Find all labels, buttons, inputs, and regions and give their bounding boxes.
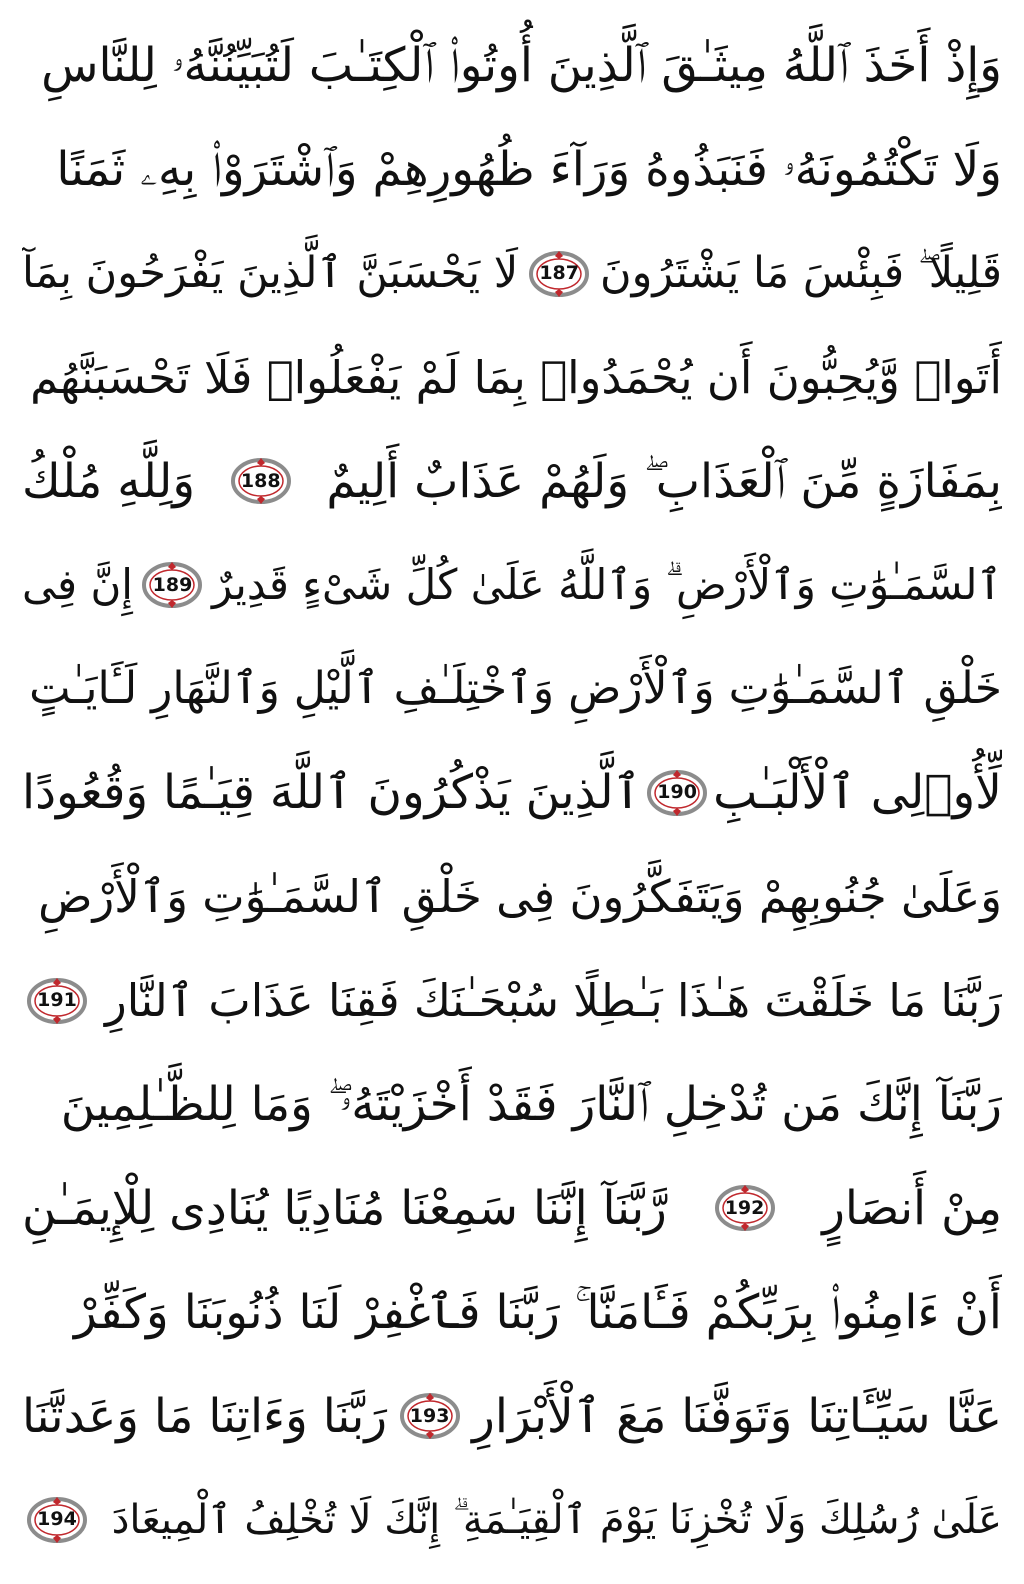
ayah-marker-191 xyxy=(26,976,88,1026)
ayah-marker-187 xyxy=(528,249,590,299)
ayah-number: 189 xyxy=(152,573,193,596)
ayah-number: 194 xyxy=(37,1508,77,1531)
text-line-7 xyxy=(22,637,1002,741)
line-8-text-b: ٱلَّذِينَ يَذْكُرُونَ ٱللَّهَ قِيَـٰمًا وَقُعُودًا xyxy=(22,765,642,821)
line-12-text-b: رَّبَّنَآ إِنَّنَا سَمِعْنَا مُنَادِيًا يُنَادِى لِلْإِيمَـٰنِ xyxy=(22,1180,667,1236)
line-8-text-a: لِّأُو۟لِى ٱلْأَلْبَـٰبِ xyxy=(713,765,1002,821)
line-5-text-b: وَلِلَّهِ مُلْكُ xyxy=(22,453,196,509)
line-6-text-b: إِنَّ فِى xyxy=(22,560,133,610)
text-line-5 xyxy=(22,429,1002,533)
line-2-text: وَلَا تَكْتُمُونَهُۥ فَنَبَذُوهُ وَرَآءَ ظُهُورِهِمْ وَٱشْتَرَوْا۟ بِهِۦ ثَمَنًا xyxy=(56,142,1002,198)
line-7-text: خَلْقِ ٱلسَّمَـٰوَٰتِ وَٱلْأَرْضِ وَٱخْتِلَـٰفِ ٱلَّيْلِ وَٱلنَّهَارِ لَـَٔايَـٰتٍ xyxy=(29,663,1002,715)
ayah-marker-192 xyxy=(714,1183,776,1233)
text-line-15 xyxy=(22,1468,1002,1572)
ayah-marker-190 xyxy=(646,768,708,818)
ayah-marker-194 xyxy=(26,1495,88,1545)
ayah-marker-188 xyxy=(230,456,292,506)
line-14-text-b: رَبَّنَا وَءَاتِنَا مَا وَعَدتَّنَا xyxy=(22,1388,388,1444)
line-3-text-b: لَا يَحْسَبَنَّ ٱلَّذِينَ يَفْرَحُونَ بِمَآ xyxy=(22,248,519,299)
verse-lines xyxy=(22,14,1002,1572)
line-9-text: وَعَلَىٰ جُنُوبِهِمْ وَيَتَفَكَّرُونَ فِى خَلْقِ ٱلسَّمَـٰوَٰتِ وَٱلْأَرْضِ xyxy=(38,870,1002,924)
line-6-text-a: ٱلسَّمَـٰوَٰتِ وَٱلْأَرْضِ ۗ وَٱللَّهُ عَلَىٰ كُلِّ شَىْءٍ قَدِيرٌ xyxy=(211,560,1002,610)
line-3-text-a: قَلِيلًا ۖ فَبِئْسَ مَا يَشْتَرُونَ xyxy=(599,248,1002,299)
ayah-number: 192 xyxy=(724,1196,765,1219)
line-10-text: رَبَّنَا مَا خَلَقْتَ هَـٰذَا بَـٰطِلًا سُبْحَـٰنَكَ فَقِنَا عَذَابَ ٱلنَّارِ xyxy=(105,974,1002,1028)
line-12-text-a: مِنْ أَنصَارٍ xyxy=(822,1180,1002,1236)
text-line-4 xyxy=(22,326,1002,430)
text-line-10 xyxy=(22,949,1002,1053)
line-15-text: عَلَىٰ رُسُلِكَ وَلَا تُخْزِنَا يَوْمَ ٱلْقِيَـٰمَةِ ۗ إِنَّكَ لَا تُخْلِفُ ٱلْمِيعَادَ xyxy=(111,1496,1002,1543)
ayah-number: 190 xyxy=(657,781,697,804)
text-line-14 xyxy=(22,1364,1002,1468)
ayah-number: 188 xyxy=(240,469,281,492)
line-14-text-a: عَنَّا سَيِّـَٔاتِنَا وَتَوَفَّنَا مَعَ ٱلْأَبْرَارِ xyxy=(472,1388,1002,1444)
line-1-text: وَإِذْ أَخَذَ ٱللَّهُ مِيثَـٰقَ ٱلَّذِينَ أُوتُوا۟ ٱلْكِتَـٰبَ لَتُبَيِّنُنَّهُۥ لِلنَّاسِ xyxy=(41,38,1002,94)
line-11-text: رَبَّنَآ إِنَّكَ مَن تُدْخِلِ ٱلنَّارَ فَقَدْ أَخْزَيْتَهُۥ ۖ وَمَا لِلظَّـٰلِمِينَ xyxy=(60,1077,1002,1133)
text-line-11 xyxy=(22,1053,1002,1157)
ayah-number: 193 xyxy=(409,1404,450,1427)
text-line-9 xyxy=(22,845,1002,949)
text-line-12 xyxy=(22,1156,1002,1260)
line-13-text: أَنْ ءَامِنُوا۟ بِرَبِّكُمْ فَـَٔامَنَّا ۚ رَبَّنَا فَٱغْفِرْ لَنَا ذُنُوبَنَا وَكَفِّرْ xyxy=(73,1284,1002,1340)
ayah-marker-189 xyxy=(141,560,203,610)
ayah-number: 191 xyxy=(37,989,77,1012)
ayah-marker-193 xyxy=(399,1391,461,1441)
text-line-2 xyxy=(22,118,1002,222)
text-line-1 xyxy=(22,14,1002,118)
ayah-number: 187 xyxy=(539,262,579,285)
text-line-8 xyxy=(22,741,1002,845)
text-line-13 xyxy=(22,1260,1002,1364)
text-line-6 xyxy=(22,533,1002,637)
line-4-text: أَتَوا۟ وَّيُحِبُّونَ أَن يُحْمَدُوا۟ بِمَا لَمْ يَفْعَلُوا۟ فَلَا تَحْسَبَنَّهُم xyxy=(30,351,1002,404)
line-5-text-a: بِمَفَازَةٍ مِّنَ ٱلْعَذَابِ ۖ وَلَهُمْ عَذَابٌ أَلِيمٌ xyxy=(326,453,1002,509)
text-line-3 xyxy=(22,222,1002,326)
